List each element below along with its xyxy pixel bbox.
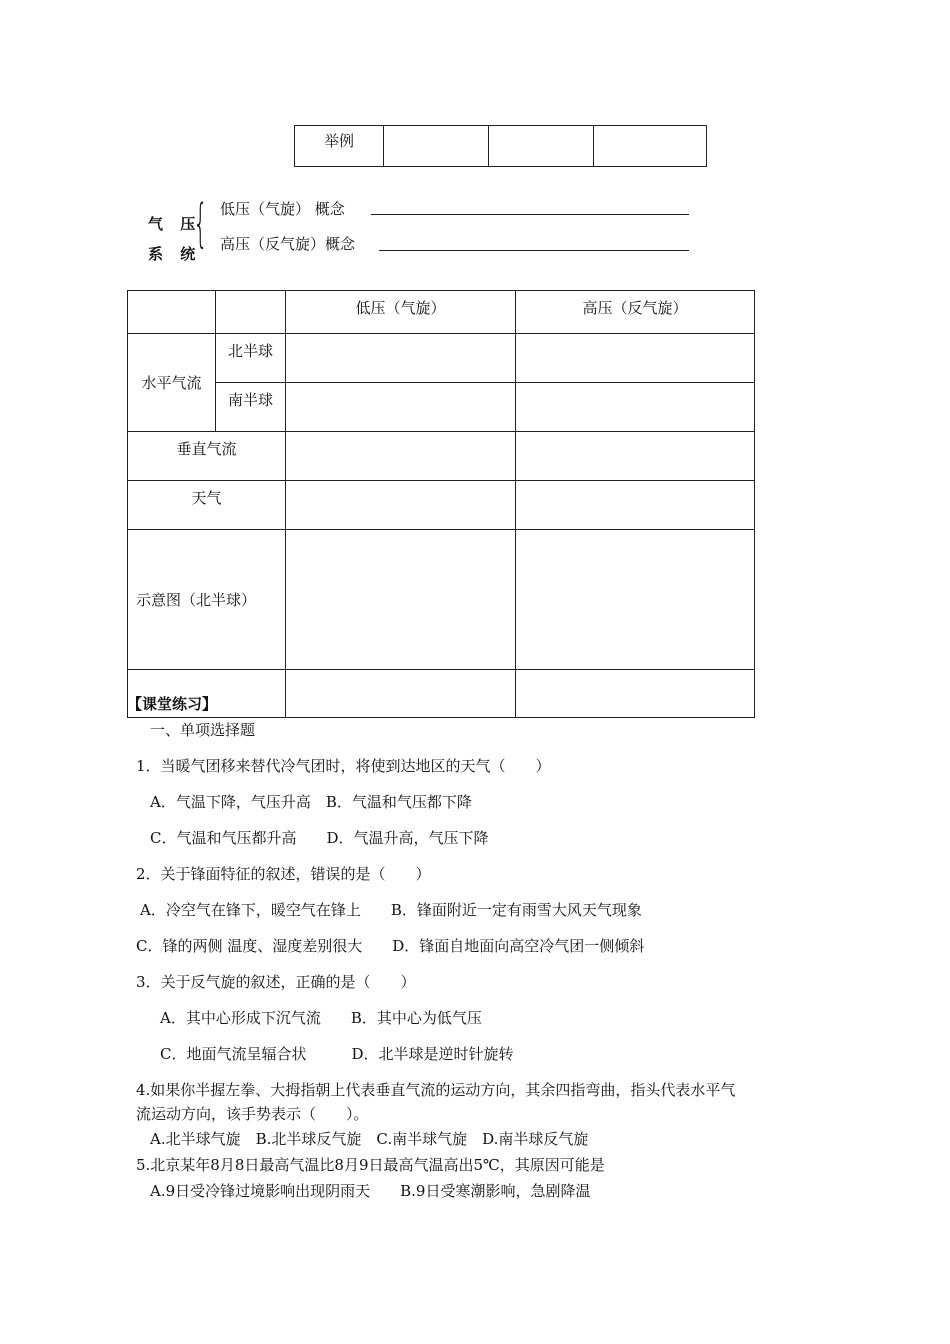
question-2: 2．关于锋面特征的叙述，错误的是（ ）	[136, 865, 431, 883]
table-cell	[516, 432, 755, 481]
row-horizontal-airflow	[128, 334, 216, 432]
header-low-pressure	[286, 291, 516, 334]
row-weather-label: 天气	[191, 489, 222, 507]
question-5-options-ab: A.9日受冷锋过境影响出现阴雨天 B.9日受寒潮影响，急剧降温	[150, 1182, 591, 1200]
pressure-comparison-table	[127, 290, 755, 718]
row-diagram-label: 示意图（北半球）	[136, 591, 257, 609]
table-cell	[516, 334, 755, 383]
low-pressure-concept-label: 低压（气旋） 概念	[220, 200, 345, 218]
table-cell	[594, 126, 707, 167]
pressure-system-title-line2: 系 统	[148, 245, 202, 263]
example-label-cell	[295, 126, 384, 167]
table-cell	[286, 334, 516, 383]
question-4-options: A.北半球气旋 B.北半球反气旋 C.南半球气旋 D.南半球反气旋	[150, 1130, 589, 1148]
pressure-system-title-line1: 气 压	[148, 215, 202, 233]
table-row	[128, 530, 755, 670]
row-vertical-label: 垂直气流	[176, 440, 237, 458]
row-horizontal-label: 水平气流	[141, 374, 202, 392]
table-cell	[286, 530, 516, 670]
example-label: 举例	[323, 132, 354, 150]
table-row	[128, 481, 755, 530]
table-cell	[489, 126, 594, 167]
question-1: 1．当暖气团移来替代冷气团时，将使到达地区的天气（ ）	[136, 757, 551, 775]
question-2-options-ab: A．冷空气在锋下，暖空气在锋上 B．锋面附近一定有雨雪大风天气现象	[140, 901, 642, 919]
table-cell	[516, 383, 755, 432]
question-3-options-cd: C．地面气流呈辐合状 D．北半球是逆时针旋转	[160, 1045, 514, 1063]
high-pressure-concept-label: 高压（反气旋）概念	[220, 235, 356, 253]
table-cell	[286, 383, 516, 432]
table-row	[128, 432, 755, 481]
question-2-options-cd: C．锋的两侧 温度、湿度差别很大 D．锋面自地面向高空冷气团一侧倾斜	[136, 937, 645, 955]
practice-heading: 【课堂练习】	[127, 695, 218, 713]
row-vertical-airflow	[128, 432, 286, 481]
row-diagram	[128, 530, 286, 670]
table-cell	[286, 481, 516, 530]
table-row	[128, 383, 755, 432]
row-south-label: 南半球	[227, 391, 273, 409]
question-4-line1: 4.如果你半握左拳、大拇指朝上代表垂直气流的运动方向，其余四指弯曲，指头代表水平气	[136, 1081, 736, 1099]
table-cell	[384, 126, 489, 167]
header-high-pressure	[516, 291, 755, 334]
low-pressure-answer-line[interactable]	[371, 214, 689, 215]
table-row	[128, 670, 755, 718]
table-cell	[286, 432, 516, 481]
table-header-row	[128, 291, 755, 334]
row-northern-hemisphere	[216, 334, 286, 383]
question-3: 3．关于反气旋的叙述，正确的是（ ）	[136, 973, 416, 991]
section-title: 一、单项选择题	[150, 721, 256, 739]
table-cell	[516, 530, 755, 670]
row-weather	[128, 481, 286, 530]
question-1-options-cd: C．气温和气压都升高 D．气温升高，气压下降	[150, 829, 489, 847]
row-southern-hemisphere	[216, 383, 286, 432]
table-row	[295, 126, 707, 167]
row-north-label: 北半球	[227, 342, 273, 360]
table-cell	[516, 481, 755, 530]
question-3-options-ab: A．其中心形成下沉气流 B．其中心为低气压	[160, 1009, 482, 1027]
brace-glyph: {	[193, 194, 208, 254]
table-cell	[128, 291, 216, 334]
header-low-label: 低压（气旋）	[355, 299, 446, 317]
header-high-label: 高压（反气旋）	[582, 299, 688, 317]
table-cell	[516, 670, 755, 718]
table-row	[128, 334, 755, 383]
question-5: 5.北京某年8月8日最高气温比8月9日最高气温高出5℃，其原因可能是	[136, 1156, 605, 1174]
example-table	[294, 125, 707, 167]
question-4-line2: 流运动方向，该手势表示（ ）。	[136, 1105, 369, 1123]
high-pressure-answer-line[interactable]	[379, 250, 689, 251]
question-1-options-ab: A．气温下降，气压升高 B．气温和气压都下降	[150, 793, 472, 811]
table-cell	[216, 291, 286, 334]
table-cell	[286, 670, 516, 718]
